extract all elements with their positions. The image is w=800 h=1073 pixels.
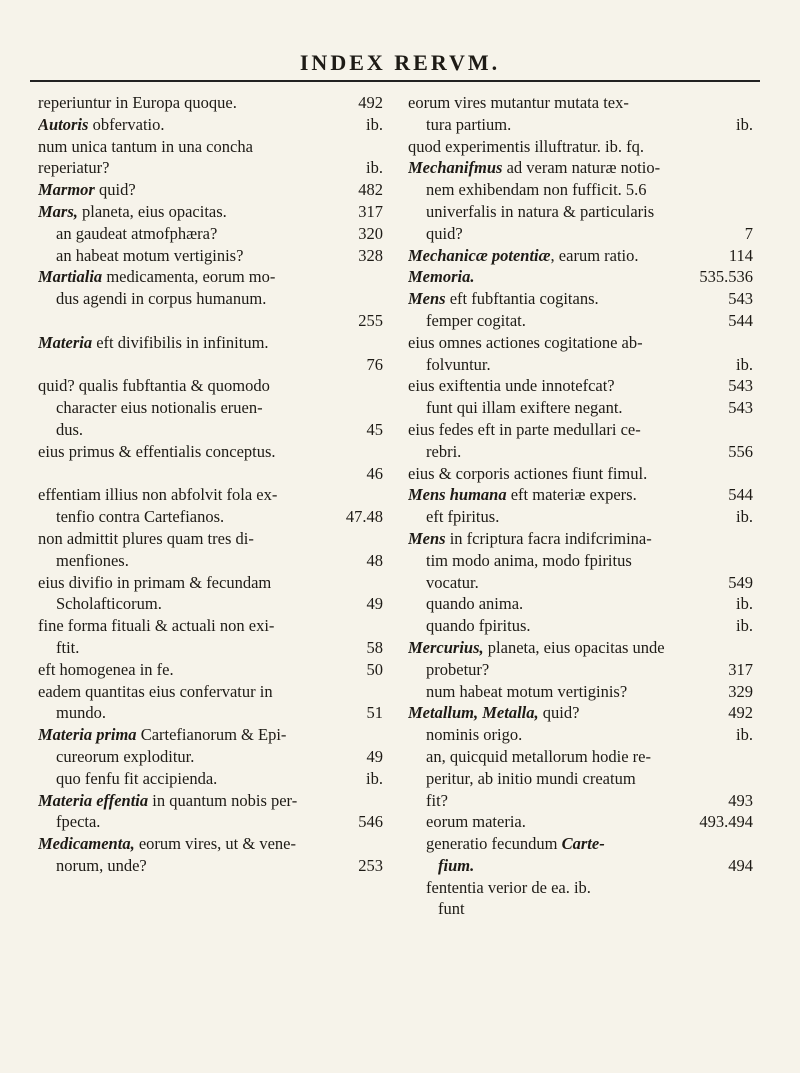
entry-description: , earum ratio. <box>550 245 639 265</box>
entry-description: rebri. <box>426 441 462 461</box>
entry-description: quid? <box>94 180 136 200</box>
entry-description: norum, unde? <box>56 855 147 875</box>
index-entry <box>38 833 383 855</box>
header-rule <box>30 80 760 82</box>
entry-description: ad veram naturæ notio- <box>502 158 661 178</box>
entry-text <box>56 746 361 768</box>
index-entry <box>38 332 383 354</box>
index-entry <box>408 833 753 855</box>
entry-text <box>56 637 361 659</box>
index-entry <box>408 724 753 746</box>
page-reference: 492 <box>358 93 383 112</box>
entry-description: quid? qualis fubftantia & quomodo <box>38 376 270 396</box>
entry-description: reperiuntur in Europa quoque. <box>38 93 237 112</box>
entry-text <box>38 484 383 506</box>
entry-text <box>426 223 739 245</box>
entry-description: reperiatur? <box>38 158 110 178</box>
entry-description: tenfio contra Cartefianos. <box>56 507 225 527</box>
entry-text <box>56 223 352 245</box>
page-reference: 544 <box>728 310 753 330</box>
page-reference: 543 <box>728 289 753 309</box>
entry-text <box>426 768 753 790</box>
page-reference: 549 <box>728 572 753 592</box>
page-reference: 58 <box>366 637 383 657</box>
entry-description: fententia verior de ea. ib. <box>426 877 591 897</box>
entry-text <box>408 463 753 485</box>
entry-text <box>408 288 722 310</box>
page-reference: 317 <box>728 659 753 679</box>
page-reference: 482 <box>358 180 383 200</box>
index-entry <box>38 746 383 768</box>
page-reference: 51 <box>366 703 383 723</box>
entry-text <box>426 659 722 681</box>
entry-text <box>408 92 753 114</box>
index-entry <box>408 288 753 310</box>
entry-text <box>56 550 361 572</box>
entry-description: Cartefianorum & Epi- <box>136 725 287 745</box>
entry-text <box>56 288 383 310</box>
entry-text <box>38 615 383 637</box>
entry-term: Memoria. <box>408 267 475 287</box>
page-reference: ib. <box>366 768 383 788</box>
index-entry <box>38 266 383 288</box>
entry-term: Marmor <box>38 180 95 200</box>
index-entry <box>408 397 753 419</box>
entry-text <box>38 114 360 136</box>
entry-description: ftit. <box>56 637 80 657</box>
entry-term: Mars, <box>38 201 78 221</box>
entry-description: num habeat motum vertiginis? <box>426 681 628 701</box>
index-entry <box>408 484 753 506</box>
index-entry <box>408 245 753 267</box>
entry-text <box>38 790 383 812</box>
index-entry <box>38 114 383 136</box>
entry-description: quid? <box>538 703 580 723</box>
entry-text <box>426 550 753 572</box>
index-entry <box>408 898 753 920</box>
entry-description: eorum vires mutantur mutata tex- <box>408 93 629 112</box>
index-entry <box>38 811 383 833</box>
entry-description: eorum vires, ut & vene- <box>134 834 296 854</box>
entry-text <box>38 92 352 114</box>
index-entry <box>408 266 753 288</box>
entry-description: eius omnes actiones cogitatione ab- <box>408 332 643 352</box>
entry-description: in quantum nobis per- <box>148 790 298 810</box>
index-entry <box>408 92 753 114</box>
page-reference: 50 <box>366 659 383 679</box>
entry-text <box>56 855 352 877</box>
entry-description: menfiones. <box>56 550 129 570</box>
entry-text <box>438 855 722 877</box>
page-reference: ib. <box>736 616 753 636</box>
entry-term: Autoris <box>38 114 89 134</box>
entry-text <box>426 506 730 528</box>
entry-term: Mens humana <box>408 485 507 505</box>
entry-description: folvuntur. <box>426 354 491 374</box>
entry-text <box>56 245 352 267</box>
entry-description: dus. <box>56 419 84 439</box>
index-entry <box>408 702 753 724</box>
entry-text <box>426 441 722 463</box>
page-reference: 492 <box>728 703 753 723</box>
page-reference: ib. <box>736 725 753 745</box>
page-reference: 543 <box>728 376 753 396</box>
entry-description: peritur, ab initio mundi creatum <box>426 768 636 788</box>
entry-description: fit? <box>426 790 448 810</box>
entry-description: funt <box>438 899 465 919</box>
index-entry <box>38 637 383 659</box>
entry-text <box>408 157 753 179</box>
page-reference: 76 <box>366 354 383 374</box>
entry-description: obfervatio. <box>88 114 165 134</box>
entry-description: quando fpiritus. <box>426 616 531 636</box>
entry-text <box>38 681 383 703</box>
page-reference: 114 <box>728 245 753 265</box>
entry-text <box>408 419 753 441</box>
entry-description: effentiam illius non abfolvit fola ex- <box>38 485 278 505</box>
entry-description: probetur? <box>426 659 490 679</box>
index-entry <box>408 877 753 899</box>
index-entry <box>38 375 383 397</box>
entry-text <box>408 375 722 397</box>
entry-description: quid? <box>426 223 463 243</box>
index-entry <box>38 659 383 681</box>
entry-description: fine forma fituali & actuali non exi- <box>38 616 275 636</box>
entry-text <box>38 201 352 223</box>
index-entry <box>38 354 383 376</box>
entry-description: medicamenta, eorum mo- <box>102 267 276 287</box>
entry-text <box>38 659 361 681</box>
entry-text <box>408 136 753 158</box>
page-reference: 49 <box>366 746 383 766</box>
index-entry <box>38 463 383 485</box>
page-reference: 328 <box>358 245 383 265</box>
entry-description: eius primus & effentialis conceptus. <box>38 441 276 461</box>
index-entry <box>408 463 753 485</box>
page-reference: 47.48 <box>345 507 383 527</box>
index-entry <box>38 245 383 267</box>
index-entry <box>38 550 383 572</box>
entry-description: quando anima. <box>426 594 524 614</box>
entry-text <box>408 528 753 550</box>
entry-text <box>426 572 722 594</box>
entry-text <box>426 811 693 833</box>
index-entry <box>408 528 753 550</box>
entry-text <box>426 114 730 136</box>
page-reference: 253 <box>358 855 383 875</box>
entry-description: in fcriptura facra indifcrimina- <box>445 528 652 548</box>
page-reference: 494 <box>728 855 753 875</box>
index-entry <box>408 659 753 681</box>
left-column <box>38 92 383 877</box>
index-entry <box>38 768 383 790</box>
entry-text <box>56 419 361 441</box>
index-entry <box>408 615 753 637</box>
entry-description: tim modo anima, modo fpiritus <box>426 550 632 570</box>
index-entry <box>38 572 383 594</box>
entry-text <box>408 637 753 659</box>
index-entry <box>408 201 753 223</box>
page-reference: 320 <box>358 223 383 243</box>
page-reference: ib. <box>736 507 753 527</box>
entry-description: planeta, eius opacitas. <box>77 201 227 221</box>
entry-text <box>408 484 722 506</box>
entry-text <box>438 898 753 920</box>
entry-description: quod experimentis illuftratur. ib. fq. <box>408 136 644 156</box>
entry-description: quo fenfu fit accipienda. <box>56 768 218 788</box>
page-reference: 329 <box>728 681 753 701</box>
index-entry <box>38 92 383 114</box>
page-reference: ib. <box>366 114 383 134</box>
entry-text <box>38 332 383 354</box>
index-entry <box>408 441 753 463</box>
index-entry <box>38 724 383 746</box>
entry-text <box>38 572 383 594</box>
index-entry <box>38 201 383 223</box>
index-entry <box>408 157 753 179</box>
entry-term: Materia <box>38 332 93 352</box>
entry-text <box>38 179 352 201</box>
index-entry <box>408 310 753 332</box>
entry-description: planeta, eius opacitas unde <box>483 637 665 657</box>
index-entry <box>38 855 383 877</box>
entry-description: eius exiftentia unde innotefcat? <box>408 376 615 396</box>
entry-text <box>38 375 383 397</box>
page-reference: 48 <box>366 550 383 570</box>
entry-text <box>56 593 361 615</box>
page-reference: 46 <box>366 463 383 483</box>
entry-description: eft fpiritus. <box>426 507 500 527</box>
entry-text <box>426 310 722 332</box>
entry-text <box>38 157 360 179</box>
entry-text <box>408 266 693 288</box>
entry-text <box>38 724 383 746</box>
entry-description: eorum materia. <box>426 812 526 832</box>
index-entry <box>408 179 753 201</box>
page-reference: 255 <box>358 310 383 330</box>
index-entry <box>38 484 383 506</box>
page-reference: ib. <box>366 158 383 178</box>
index-entry <box>38 179 383 201</box>
entry-text <box>426 354 730 376</box>
index-entry <box>408 354 753 376</box>
entry-description: an gaudeat atmofphæra? <box>56 223 218 243</box>
index-entry <box>38 681 383 703</box>
entry-description: eius & corporis actiones fiunt fimul. <box>408 463 648 483</box>
entry-term: Mens <box>408 528 446 548</box>
page-reference: 7 <box>744 223 753 243</box>
entry-term: Materia prima <box>38 725 137 745</box>
index-entry <box>408 572 753 594</box>
entry-description: eft homogenea in fe. <box>38 659 174 679</box>
index-entry <box>408 593 753 615</box>
index-entry <box>408 506 753 528</box>
entry-description: eft materiæ expers. <box>506 485 637 505</box>
index-entry <box>38 593 383 615</box>
entry-term: Mechanifmus <box>408 158 503 178</box>
index-entry <box>408 136 753 158</box>
page-reference: 546 <box>358 812 383 832</box>
entry-term: fium. <box>438 855 475 875</box>
page-reference: 544 <box>728 485 753 505</box>
entry-text <box>426 615 730 637</box>
page-reference: 535.536 <box>699 267 753 287</box>
page-reference: ib. <box>736 114 753 134</box>
index-entry <box>408 419 753 441</box>
page-reference: ib. <box>736 354 753 374</box>
page-reference: ib. <box>736 594 753 614</box>
entry-description: Scholafticorum. <box>56 594 162 614</box>
entry-description: an, quicquid metallorum hodie re- <box>426 746 651 766</box>
index-entry <box>38 397 383 419</box>
entry-term: Materia effentia <box>38 790 149 810</box>
entry-text <box>426 593 730 615</box>
entry-description: nem exhibendam non fufficit. 5.6 <box>426 180 647 200</box>
index-entry <box>408 375 753 397</box>
entry-text <box>56 811 352 833</box>
entry-description: univerfalis in natura & particularis <box>426 201 655 221</box>
index-entry <box>408 746 753 768</box>
index-entry <box>38 136 383 158</box>
entry-text <box>38 441 383 463</box>
entry-text <box>426 877 753 899</box>
entry-text <box>426 681 722 703</box>
entry-text <box>38 136 383 158</box>
index-entry <box>408 332 753 354</box>
page-reference: 493 <box>728 790 753 810</box>
page-reference: 543 <box>728 398 753 418</box>
entry-description: cureorum exploditur. <box>56 746 195 766</box>
page-reference: 317 <box>358 201 383 221</box>
entry-text <box>38 528 383 550</box>
entry-description: fpecta. <box>56 812 101 832</box>
entry-description: eft divifibilis in infinitum. <box>92 332 269 352</box>
entry-description: dus agendi in corpus humanum. <box>56 289 267 309</box>
index-entry <box>408 855 753 877</box>
index-entry <box>38 615 383 637</box>
entry-text <box>408 702 722 724</box>
index-entry <box>408 550 753 572</box>
page-reference: 49 <box>366 594 383 614</box>
index-entry <box>408 681 753 703</box>
entry-description: eius fedes eft in parte medullari ce- <box>408 419 641 439</box>
entry-description: eius divifio in primam & fecundam <box>38 572 272 592</box>
page-reference: 556 <box>728 441 753 461</box>
entry-description: funt qui illam exiftere negant. <box>426 398 623 418</box>
index-entry <box>38 310 383 332</box>
entry-text <box>426 201 753 223</box>
entry-text <box>38 266 383 288</box>
entry-description: non admittit plures quam tres di- <box>38 528 254 548</box>
page-reference: 45 <box>366 419 383 439</box>
page-reference: 493.494 <box>699 812 753 832</box>
entry-description: generatio fecundum <box>426 834 558 854</box>
entry-description: eft fubftantia cogitans. <box>445 289 599 309</box>
entry-text <box>56 702 361 724</box>
index-entry <box>408 114 753 136</box>
entry-term: Metallum, Metalla, <box>408 703 539 723</box>
index-entry <box>38 441 383 463</box>
entry-description: eadem quantitas eius confervatur in <box>38 681 273 701</box>
entry-text <box>56 506 340 528</box>
entry-text <box>38 833 383 855</box>
index-entry <box>408 768 753 790</box>
index-entry <box>38 157 383 179</box>
index-entry <box>408 811 753 833</box>
entry-description: vocatur. <box>426 572 479 592</box>
entry-term: Mechanicæ potentiæ <box>408 245 551 265</box>
entry-term: Mercurius, <box>408 637 484 657</box>
entry-text <box>426 724 730 746</box>
entry-text <box>56 397 383 419</box>
entry-description: mundo. <box>56 703 106 723</box>
index-entry <box>38 506 383 528</box>
entry-term: Medicamenta, <box>38 834 135 854</box>
entry-description: num unica tantum in una concha <box>38 136 253 156</box>
index-entry <box>408 790 753 812</box>
index-entry <box>408 637 753 659</box>
entry-text <box>426 833 753 855</box>
entry-description: an habeat motum vertiginis? <box>56 245 244 265</box>
index-entry <box>408 223 753 245</box>
entry-text <box>56 768 360 790</box>
index-entry <box>38 288 383 310</box>
index-entry <box>38 790 383 812</box>
entry-description: character eius notionalis eruen- <box>56 398 263 418</box>
entry-description: nominis origo. <box>426 725 523 745</box>
page-header: INDEX RERVM. <box>299 50 501 75</box>
entry-term: Mens <box>408 289 446 309</box>
index-entry <box>38 419 383 441</box>
right-column <box>408 92 753 920</box>
index-entry <box>38 702 383 724</box>
entry-text <box>426 397 722 419</box>
entry-description: tura partium. <box>426 114 512 134</box>
entry-description: femper cogitat. <box>426 310 526 330</box>
index-entry <box>38 528 383 550</box>
entry-text <box>408 332 753 354</box>
entry-term: Carte- <box>557 834 605 854</box>
entry-text <box>426 746 753 768</box>
entry-text <box>426 179 753 201</box>
entry-text <box>408 245 723 267</box>
entry-text <box>426 790 722 812</box>
entry-term: Martialia <box>38 267 103 287</box>
index-entry <box>38 223 383 245</box>
